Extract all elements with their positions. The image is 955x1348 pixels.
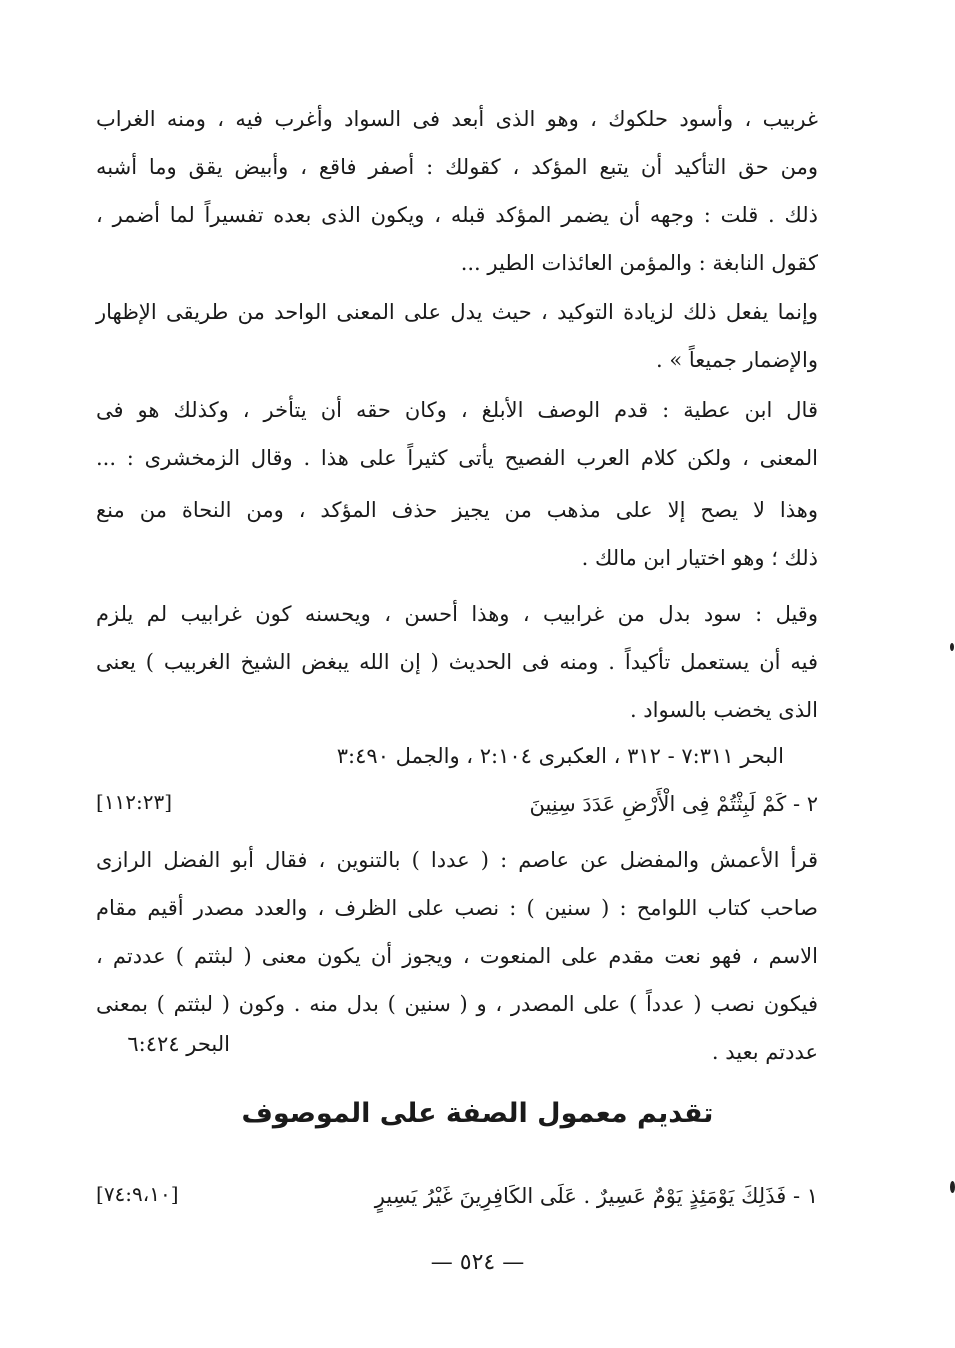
- paragraph-5: [96, 590, 818, 734]
- text-line: كقول النابغة : والمؤمن العائذات الطير ...: [460, 251, 818, 275]
- source-citation-1: [216, 732, 784, 780]
- verse-1: [300, 1172, 818, 1220]
- verse-2: [300, 780, 818, 828]
- citation-text: البحر ٦:٤٢٤: [127, 1032, 230, 1056]
- page-number: — ٥٢٤ —: [430, 1250, 525, 1275]
- text-line: صاحب كتاب اللوامح : ( سنين ) : نصب على الظرف ، والعدد مصدر أقيم مقام: [96, 896, 818, 920]
- text-line: عددتم بعيد .: [711, 1040, 818, 1064]
- text-line: ومن حق التأكيد أن يتبع المؤكد ، كقولك : أصفر فاقع ، وأبيض يقق وما أشبه: [96, 155, 818, 179]
- text-line: قرأ الأعمش والمفضل عن عاصم : ( عددا ) بالتنوين ، فقال أبو الفضل الرازى: [96, 848, 818, 872]
- text-line: فيه أن يستعمل تأكيداً . ومنه فى الحديث ( إن الله يبغض الشيخ الغربيب ) يعنى: [96, 650, 818, 674]
- citation-text: البحر ٧:٣١١ - ٣١٢ ، العكبرى ٢:١٠٤ ، والجمل ٣:٤٩٠: [336, 744, 784, 768]
- scan-speck: [950, 643, 954, 651]
- verse-1-reference: [٧٤:٩،١٠]: [96, 1182, 179, 1206]
- text-line: ذلك ؛ وهو اختيار ابن مالك .: [581, 546, 818, 570]
- text-line: والإضمار جميعاً » .: [655, 348, 818, 372]
- text-line: المعنى ، ولكن كلام العرب الفصيح يأتى كثيراً على هذا . وقال الزمخشرى : ...: [96, 446, 818, 470]
- paragraph-1: [96, 95, 818, 287]
- text-line: وإنما يفعل ذلك لزيادة التوكيد ، حيث يدل على المعنى الواحد من طريقى الإظهار: [96, 300, 818, 324]
- text-line: ذلك . قلت : وجهه أن يضمر المؤكد قبله ، ويكون الذى بعده تفسيراً لما أضمر ،: [96, 203, 818, 227]
- text-line: فيكون نصب ( عدداً ) على المصدر ، و ( سنين ) بدل منه . وكون ( لبثتم ) بمعنى: [96, 992, 818, 1016]
- paragraph-3: [96, 386, 818, 482]
- text-line: قال ابن عطية : قدم الوصف الأبلغ ، وكان حقه أن يتأخر ، وكذلك هو فى: [96, 398, 818, 422]
- text-line: وقيل : سود بدل من غرابيب ، وهذا أحسن ، ويحسنه كون غرابيب لم يلزم: [96, 602, 818, 626]
- source-citation-2: [96, 1020, 230, 1068]
- text-line: غربيب ، وأسود حلكوك ، وهو الذى أبعد فى السواد وأغرب فيه ، ومنه الغراب: [96, 107, 818, 131]
- text-line: الذى يخضب بالسواد .: [629, 698, 818, 722]
- scan-speck: [950, 1181, 955, 1193]
- section-heading: تقديم معمول الصفة على الموصوف: [241, 1098, 714, 1129]
- text-line: الاسم ، فهو نعت مقدم على المنعوت ، ويجوز أن يكون معنى ( لبثتم ) عددتم ،: [96, 944, 818, 968]
- verse-2-reference: [١١٢:٢٣]: [96, 790, 173, 814]
- paragraph-4: [96, 486, 818, 582]
- verse-text: ١ - فَذَلِكَ يَوْمَئِذٍ يَوْمٌ عَسِيرٌ . عَلَى الكَافِرِينَ غَيْرُ يَسِيرٍ: [374, 1184, 818, 1208]
- text-line: وهذا لا يصح إلا على مذهب من يجيز حذف المؤكد ، ومن النحاة من منع: [96, 498, 818, 522]
- paragraph-2: [96, 288, 818, 384]
- verse-text: ٢ - كَمْ لَبِثْتُمْ فِى الْأَرْضِ عَدَدَ سِنِينَ: [529, 792, 818, 816]
